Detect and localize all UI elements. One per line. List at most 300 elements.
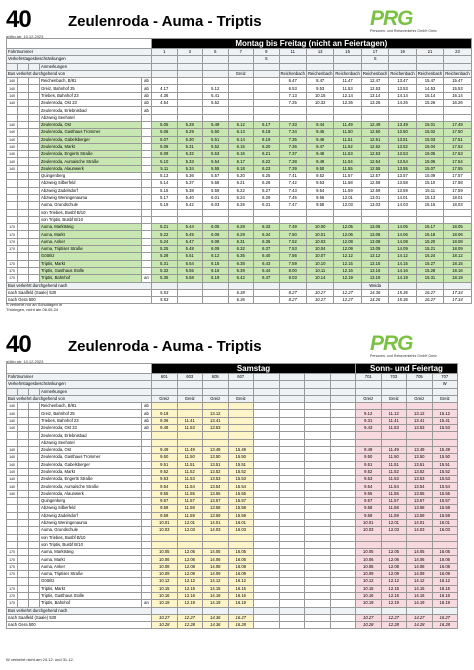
departure-time: 15.09	[416, 173, 443, 180]
connection-from-cell: Greiz	[432, 395, 458, 402]
departure-time: 15.21	[416, 246, 443, 253]
tariff-zone: 170	[7, 260, 18, 267]
departure-time: 14.09	[389, 246, 416, 253]
restriction-row-cell	[203, 381, 229, 388]
departure-time: 11.41	[381, 417, 407, 424]
onward-time: 16.27	[228, 614, 254, 621]
departure-time: 11.49	[177, 446, 203, 453]
departure-time: 16.05	[228, 549, 254, 556]
onward-time: 16.27	[432, 614, 458, 621]
tariff-zone: 140	[7, 468, 18, 475]
departure-time: 9.44	[306, 121, 333, 128]
departure-time: 7.49	[279, 224, 306, 231]
departure-time	[254, 534, 280, 541]
departure-time	[279, 476, 305, 483]
departure-time: 9.54	[306, 187, 333, 194]
departure-time	[305, 446, 331, 453]
departure-time: 14.08	[407, 563, 433, 570]
tariff-zone-3	[29, 534, 40, 541]
departure-time: 5.51	[203, 136, 229, 143]
departure-time: 14.06	[203, 556, 229, 563]
connection-from-cell	[305, 395, 331, 402]
departure-time: 14.53	[416, 85, 443, 92]
trip-number-row-cell: 9	[254, 49, 280, 56]
departure-time: 4.36	[152, 92, 178, 99]
connection-to-cell	[279, 282, 306, 289]
stop-row	[7, 483, 458, 490]
departure-time: 12.15	[177, 585, 203, 592]
connection-to-cell	[330, 607, 356, 614]
stop-name: Abzweig Seehotel	[40, 439, 142, 446]
tariff-zone-3	[29, 209, 40, 216]
departure-time	[279, 209, 306, 216]
tariff-zone-2	[18, 534, 29, 541]
connection-to-label: Bus verkehrt durchgehend nach	[7, 282, 152, 289]
stop-name: Triptis, Markt	[40, 585, 142, 592]
departure-time: 15.12	[432, 410, 458, 417]
departure-time	[334, 107, 361, 114]
departure-time	[305, 578, 331, 585]
arrival-departure	[142, 151, 152, 158]
tariff-zone-2	[18, 121, 29, 128]
departure-time: 13.55	[407, 490, 433, 497]
departure-time: 12.16	[334, 267, 361, 274]
departure-time	[330, 454, 356, 461]
day-label-saturday: Samstag	[152, 364, 356, 374]
departure-time: 10.05	[356, 549, 382, 556]
tariff-zone: 170	[7, 585, 18, 592]
arrival-departure	[142, 231, 152, 238]
departure-time: 14.16	[203, 592, 229, 599]
tariff-zone-3	[29, 556, 40, 563]
departure-time: 12.16	[177, 592, 203, 599]
departure-time	[330, 483, 356, 490]
departure-time	[228, 216, 254, 223]
stop-name: Abzweig Seehotel	[40, 114, 142, 121]
departure-time: 6.14	[228, 136, 254, 143]
departure-time: 15.51	[228, 461, 254, 468]
stop-row	[7, 92, 472, 99]
restriction-row-cell	[407, 381, 433, 388]
departure-time: 15.50	[228, 454, 254, 461]
tariff-zone: 170	[7, 563, 18, 570]
departure-time: 11.57	[177, 498, 203, 505]
departure-time: 18.06	[444, 231, 471, 238]
tariff-zone-3	[29, 563, 40, 570]
stop-name: von Triptis, Busbf B/10	[40, 541, 142, 548]
departure-time	[152, 439, 178, 446]
stop-name: Auma, Marktsteig	[40, 224, 142, 231]
stop-row	[7, 519, 458, 526]
departure-time: 12.09	[177, 571, 203, 578]
departure-time	[305, 498, 331, 505]
onward-time: 6.36	[228, 297, 254, 304]
departure-time	[279, 563, 305, 570]
departure-time	[279, 483, 305, 490]
departure-time	[279, 592, 305, 599]
departure-time: 12.06	[381, 556, 407, 563]
tariff-zone-3	[29, 417, 40, 424]
departure-time: 15.55	[432, 490, 458, 497]
departure-time: 6.34	[254, 231, 280, 238]
departure-time: 15.53	[444, 85, 471, 92]
departure-time	[407, 541, 433, 548]
departure-time: 13.50	[389, 129, 416, 136]
departure-time: 17.58	[444, 180, 471, 187]
departure-time: 13.53	[389, 151, 416, 158]
tariff-zone-2	[18, 556, 29, 563]
tariff-zone-3	[29, 275, 40, 282]
departure-time: 12.09	[381, 571, 407, 578]
departure-time: 15.28	[416, 267, 443, 274]
tariff-zone: 140	[7, 476, 18, 483]
departure-time	[279, 454, 305, 461]
departure-time	[254, 114, 280, 121]
connection-from-row	[7, 70, 472, 77]
departure-time: 5.59	[203, 187, 229, 194]
tariff-zone-3	[29, 136, 40, 143]
departure-time: 10.15	[152, 585, 178, 592]
restriction-row-cell	[254, 381, 280, 388]
arrival-departure: an	[142, 600, 152, 607]
departure-time: 16.19	[228, 600, 254, 607]
tariff-zone-3	[29, 202, 40, 209]
departure-time: 10.03	[356, 527, 382, 534]
departure-time	[254, 425, 280, 432]
departure-time: 17.51	[444, 136, 471, 143]
departure-time	[407, 534, 433, 541]
connection-from-cell: Reichenbach	[307, 71, 333, 77]
departure-time: 9.50	[356, 454, 382, 461]
departure-time: 14.01	[407, 519, 433, 526]
tariff-zone-3	[29, 425, 40, 432]
departure-time: 9.45	[306, 129, 333, 136]
arrival-departure: ab	[142, 85, 152, 92]
departure-time	[330, 512, 356, 519]
tariff-zone-3	[29, 578, 40, 585]
tariff-zone-2	[18, 216, 29, 223]
departure-time	[306, 107, 333, 114]
departure-time: 12.12	[381, 578, 407, 585]
stop-row	[7, 260, 472, 267]
departure-time: 5.15	[152, 187, 178, 194]
departure-time: 14.08	[203, 563, 229, 570]
departure-time	[330, 571, 356, 578]
stop-name: Auma, Triptiser Straße	[40, 571, 142, 578]
tariff-zone-2	[18, 541, 29, 548]
tariff-zone-3	[29, 158, 40, 165]
departure-time: 11.53	[177, 476, 203, 483]
stop-name: Zeulenroda, Ost 23	[40, 425, 142, 432]
tariff-zone: 140	[7, 100, 18, 107]
stop-name: Abzweig Silberfeld	[40, 180, 142, 187]
departure-time: 8.03	[279, 275, 306, 282]
departure-time	[330, 490, 356, 497]
departure-time	[305, 432, 331, 439]
departure-time	[152, 114, 178, 121]
departure-time	[330, 585, 356, 592]
stop-name: Zeulenroda, Gasthaus Trommer	[40, 129, 142, 136]
validity-date: gültig ab: 10.12.2023	[6, 34, 44, 39]
stop-row	[7, 209, 472, 216]
departure-time	[254, 417, 280, 424]
departure-time: 10.10	[306, 260, 333, 267]
departure-time	[228, 534, 254, 541]
arrival-departure	[142, 585, 152, 592]
departure-time: 13.53	[389, 85, 416, 92]
departure-time: 6.21	[228, 180, 254, 187]
tariff-zone-3	[29, 267, 40, 274]
tariff-zone	[7, 498, 18, 505]
departure-time	[381, 403, 407, 410]
connection-from-cell: Greiz	[177, 395, 203, 402]
stop-name: Zeulenroda, Markt	[40, 468, 142, 475]
departure-time	[152, 209, 178, 216]
departure-time: 10.16	[152, 592, 178, 599]
stop-name: Zeulenroda, Markt	[40, 143, 142, 150]
tariff-zone-3	[29, 432, 40, 439]
arrival-departure: ab	[142, 425, 152, 432]
tariff-zone	[7, 180, 18, 187]
departure-time: 11.53	[334, 85, 361, 92]
onward-connection-row	[7, 297, 472, 304]
trip-number-row-cell	[254, 374, 280, 381]
trip-number-row-cell: 705	[407, 374, 433, 381]
departure-time: 9.54	[356, 483, 382, 490]
departure-time	[305, 600, 331, 607]
departure-time: 13.52	[389, 143, 416, 150]
departure-time: 6.47	[254, 275, 280, 282]
departure-time	[444, 209, 471, 216]
departure-time: 9.54	[152, 483, 178, 490]
departure-time: 14.26	[389, 100, 416, 107]
departure-time	[389, 209, 416, 216]
notes-cell	[203, 63, 229, 70]
tariff-zone-3	[29, 498, 40, 505]
departure-time: 10.14	[306, 275, 333, 282]
connection-to-cell	[152, 282, 178, 289]
restriction-row-cell	[203, 56, 229, 63]
departure-time: 10.15	[306, 92, 333, 99]
departure-time: 9.48	[306, 151, 333, 158]
departure-time: 13.41	[203, 417, 229, 424]
departure-time: 6.19	[203, 275, 229, 282]
tariff-zone: 140	[7, 121, 18, 128]
onward-time	[177, 297, 203, 304]
stop-row	[7, 224, 472, 231]
departure-time: 7.56	[279, 253, 306, 260]
departure-time: 12.01	[334, 194, 361, 201]
departure-time: 6.31	[254, 202, 280, 209]
departure-time: 17.59	[444, 187, 471, 194]
departure-time: 14.03	[389, 202, 416, 209]
restriction-row-cell	[152, 56, 178, 63]
departure-time: 14.19	[407, 600, 433, 607]
timetable-header	[0, 0, 474, 32]
departure-time: 13.59	[389, 187, 416, 194]
onward-time: 12.27	[334, 289, 361, 296]
departure-time	[279, 549, 305, 556]
tariff-zone-3	[29, 216, 40, 223]
departure-time: 6.16	[203, 267, 229, 274]
departure-time	[203, 432, 229, 439]
arrival-departure	[142, 556, 152, 563]
departure-time: 14.05	[407, 549, 433, 556]
departure-time	[254, 107, 280, 114]
tariff-zone-3	[29, 403, 40, 410]
departure-time: 9.55	[152, 490, 178, 497]
departure-time: 7.52	[279, 238, 306, 245]
departure-time	[254, 600, 280, 607]
departure-time: 15.47	[444, 78, 471, 85]
departure-time	[254, 585, 280, 592]
onward-time: 16.27	[416, 289, 443, 296]
departure-time: 15.04	[416, 143, 443, 150]
departure-time: 9.53	[306, 85, 333, 92]
departure-time: 14.12	[407, 578, 433, 585]
departure-time: 5.57	[203, 173, 229, 180]
onward-time: 14.36	[203, 622, 229, 629]
route-title: Zeulenroda - Auma - Triptis	[68, 13, 262, 30]
stop-row	[7, 454, 458, 461]
stop-name: Abzweig Zadelsdorf	[40, 512, 142, 519]
tariff-zone-2	[18, 92, 29, 99]
tariff-zone-2	[18, 158, 29, 165]
notes-cell	[356, 388, 382, 395]
tariff-zone	[7, 432, 18, 439]
departure-time: 5.14	[152, 180, 178, 187]
departure-time: 13.41	[407, 417, 433, 424]
departure-time: 7.59	[279, 260, 306, 267]
departure-time: 15.26	[416, 100, 443, 107]
departure-time: 15.57	[228, 498, 254, 505]
notes-cell	[334, 63, 361, 70]
departure-time: 13.08	[361, 238, 388, 245]
departure-time: 13.59	[407, 512, 433, 519]
departure-time	[177, 432, 203, 439]
departure-time	[203, 534, 229, 541]
onward-time	[279, 614, 305, 621]
stop-name: von Triptis, Busbf B/10	[40, 216, 142, 223]
stop-name: Greiz, Bahnhof 25	[40, 410, 142, 417]
departure-time: 18.15	[444, 260, 471, 267]
departure-time: 6.03	[203, 202, 229, 209]
tariff-zone-2	[18, 114, 29, 121]
departure-time: 13.14	[361, 92, 388, 99]
trip-number-row-cell: 601	[152, 374, 178, 381]
departure-time	[330, 519, 356, 526]
departure-time: 9.50	[306, 165, 333, 172]
departure-time: 11.51	[177, 461, 203, 468]
arrival-departure	[142, 216, 152, 223]
arrival-departure	[142, 158, 152, 165]
departure-time: 6.27	[254, 187, 280, 194]
tariff-zone-2	[18, 194, 29, 201]
departure-time: 7.36	[279, 143, 306, 150]
stop-row	[7, 267, 472, 274]
departure-time	[177, 216, 203, 223]
stop-name: Auma, Triptiser Straße	[40, 246, 142, 253]
stop-row	[7, 136, 472, 143]
connection-to-cell: Weida	[361, 282, 388, 289]
departure-time: 5.54	[177, 260, 203, 267]
departure-time: 11.47	[334, 78, 361, 85]
stop-name: Zeulenroda, Alaunwerk	[40, 490, 142, 497]
departure-time: 10.16	[356, 592, 382, 599]
tariff-zone	[7, 519, 18, 526]
departure-time: 13.15	[361, 260, 388, 267]
departure-time: 17.53	[444, 151, 471, 158]
departure-time	[432, 439, 458, 446]
departure-time: 5.33	[177, 158, 203, 165]
departure-time	[305, 461, 331, 468]
notes-cell	[228, 63, 254, 70]
onward-time: 12.27	[334, 297, 361, 304]
departure-time	[203, 541, 229, 548]
day-label-sunday: Sonn- und Feiertag	[356, 364, 458, 374]
departure-time	[334, 216, 361, 223]
departure-time	[228, 425, 254, 432]
departure-time: 13.58	[407, 505, 433, 512]
departure-time	[254, 592, 280, 599]
connection-to-cell	[254, 282, 280, 289]
departure-time: 9.59	[356, 512, 382, 519]
departure-time: 5.29	[177, 129, 203, 136]
stop-name: Auma, Grundschule	[40, 202, 142, 209]
arrival-departure	[142, 180, 152, 187]
departure-time	[152, 534, 178, 541]
onward-time	[254, 297, 280, 304]
departure-time: 12.06	[334, 231, 361, 238]
departure-time: 5.36	[177, 173, 203, 180]
stop-row	[7, 246, 472, 253]
departure-time	[305, 505, 331, 512]
departure-time	[279, 527, 305, 534]
departure-time: 7.47	[279, 202, 306, 209]
departure-time: 5.54	[203, 158, 229, 165]
tariff-zone-3	[29, 468, 40, 475]
departure-time	[279, 461, 305, 468]
stop-row	[7, 194, 472, 201]
departure-time: 10.00	[306, 224, 333, 231]
departure-time: 6.08	[203, 238, 229, 245]
restriction-row-cell	[416, 56, 443, 63]
departure-time: 10.03	[152, 527, 178, 534]
tariff-zone-3	[29, 527, 40, 534]
departure-time: 5.22	[152, 231, 178, 238]
stop-name: Abzweig Weningenauma	[40, 519, 142, 526]
departure-time: 15.54	[228, 483, 254, 490]
connection-to-cell	[389, 282, 416, 289]
connection-from-cell	[254, 395, 280, 402]
tariff-zone-2	[18, 85, 29, 92]
departure-time: 13.49	[389, 121, 416, 128]
tariff-zone	[7, 527, 18, 534]
departure-time: 12.05	[334, 224, 361, 231]
departure-time: 11.57	[334, 173, 361, 180]
departure-time: 5.17	[152, 194, 178, 201]
departure-time: 11.53	[334, 151, 361, 158]
departure-time: 9.43	[356, 425, 382, 432]
tariff-zone: 140	[7, 151, 18, 158]
departure-time: 15.58	[228, 505, 254, 512]
connection-to-cell	[407, 607, 433, 614]
departure-time: 12.01	[381, 519, 407, 526]
tariff-zone-2	[18, 585, 29, 592]
tariff-zone: 140	[7, 403, 18, 410]
tariff-zone-2	[18, 549, 29, 556]
departure-time: 15.11	[416, 187, 443, 194]
